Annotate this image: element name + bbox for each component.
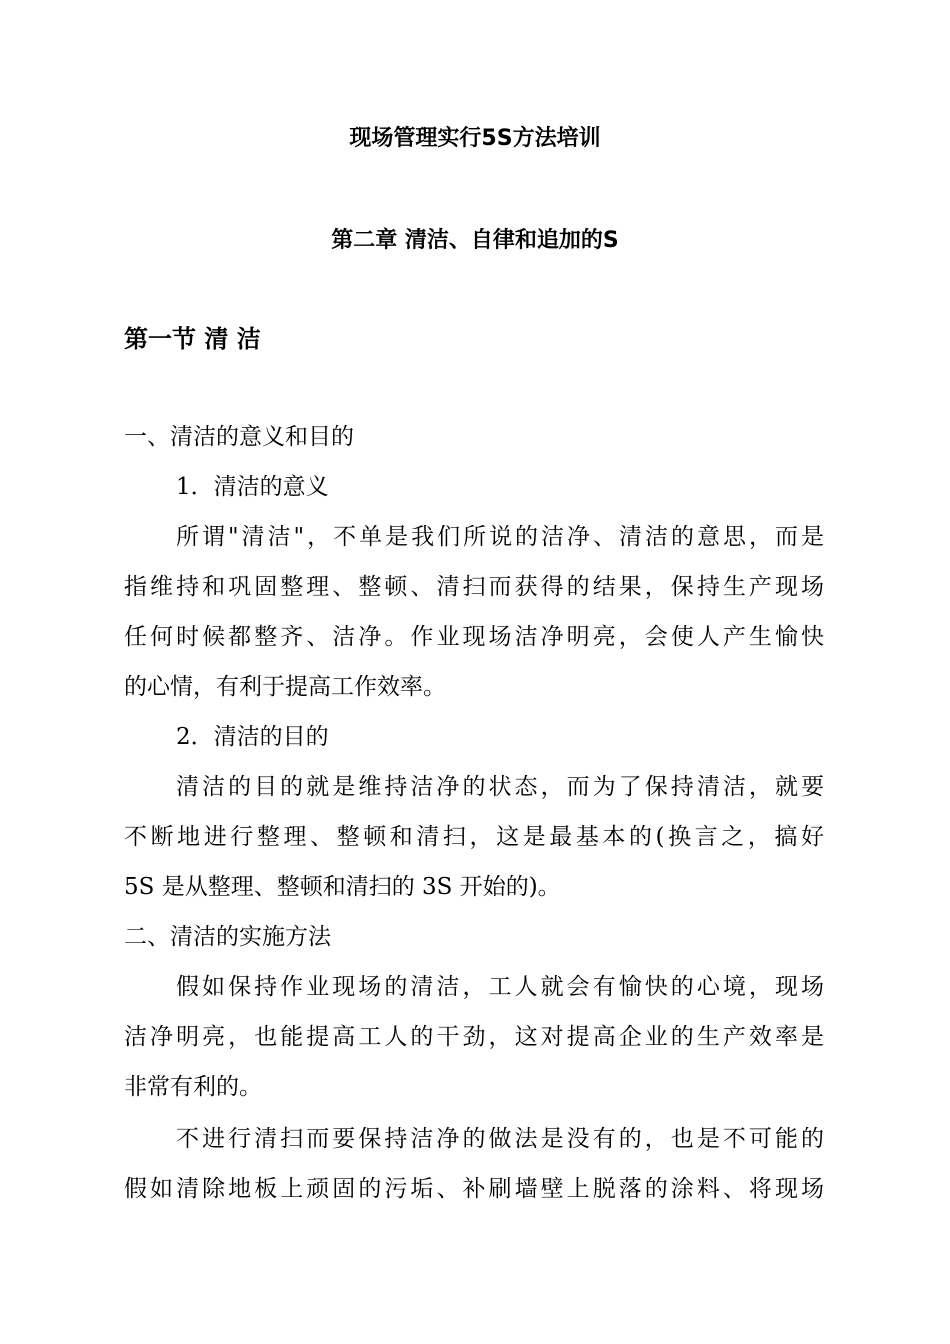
paragraph-line: 非常有利的。 [124,1074,262,1100]
paragraph-line: 5S 是从整理、整顿和清扫的 3S 开始的)。 [124,874,561,900]
paragraph-line: 假如保持作业现场的清洁，工人就会有愉快的心境，现场 [176,974,824,1000]
paragraph-line: 洁净明亮，也能提高工人的干劲，这对提高企业的生产效率是 [124,1024,824,1050]
paragraph-line: 不断地进行整理、整顿和清扫，这是最基本的(换言之，搞好 [124,824,824,850]
paragraph-line: 的心情，有利于提高工作效率。 [124,674,446,700]
chapter-heading: 第二章 清洁、自律和追加的S [331,228,619,253]
section-heading: 第一节 清 洁 [124,325,261,353]
paragraph-line: 假如清除地板上顽固的污垢、补刷墙壁上脱落的涂料、将现场 [124,1176,824,1202]
paragraph-line: 所谓"清洁"，不单是我们所说的洁净、清洁的意思，而是 [176,524,824,550]
subheading-purpose: 2．清洁的目的 [176,724,329,750]
heading-implementation-method: 二、清洁的实施方法 [124,924,331,950]
paragraph-line: 清洁的目的就是维持洁净的状态，而为了保持清洁，就要 [176,774,824,800]
heading-meaning-and-purpose: 一、清洁的意义和目的 [124,424,354,450]
paragraph-line: 任何时候都整齐、洁净。作业现场洁净明亮，会使人产生愉快 [124,624,824,650]
paragraph-line: 指维持和巩固整理、整顿、清扫而获得的结果，保持生产现场 [124,574,824,600]
paragraph-line: 不进行清扫而要保持洁净的做法是没有的，也是不可能的 [176,1126,824,1152]
document-title: 现场管理实行5S方法培训 [349,126,601,151]
subheading-meaning: 1．清洁的意义 [176,474,329,500]
